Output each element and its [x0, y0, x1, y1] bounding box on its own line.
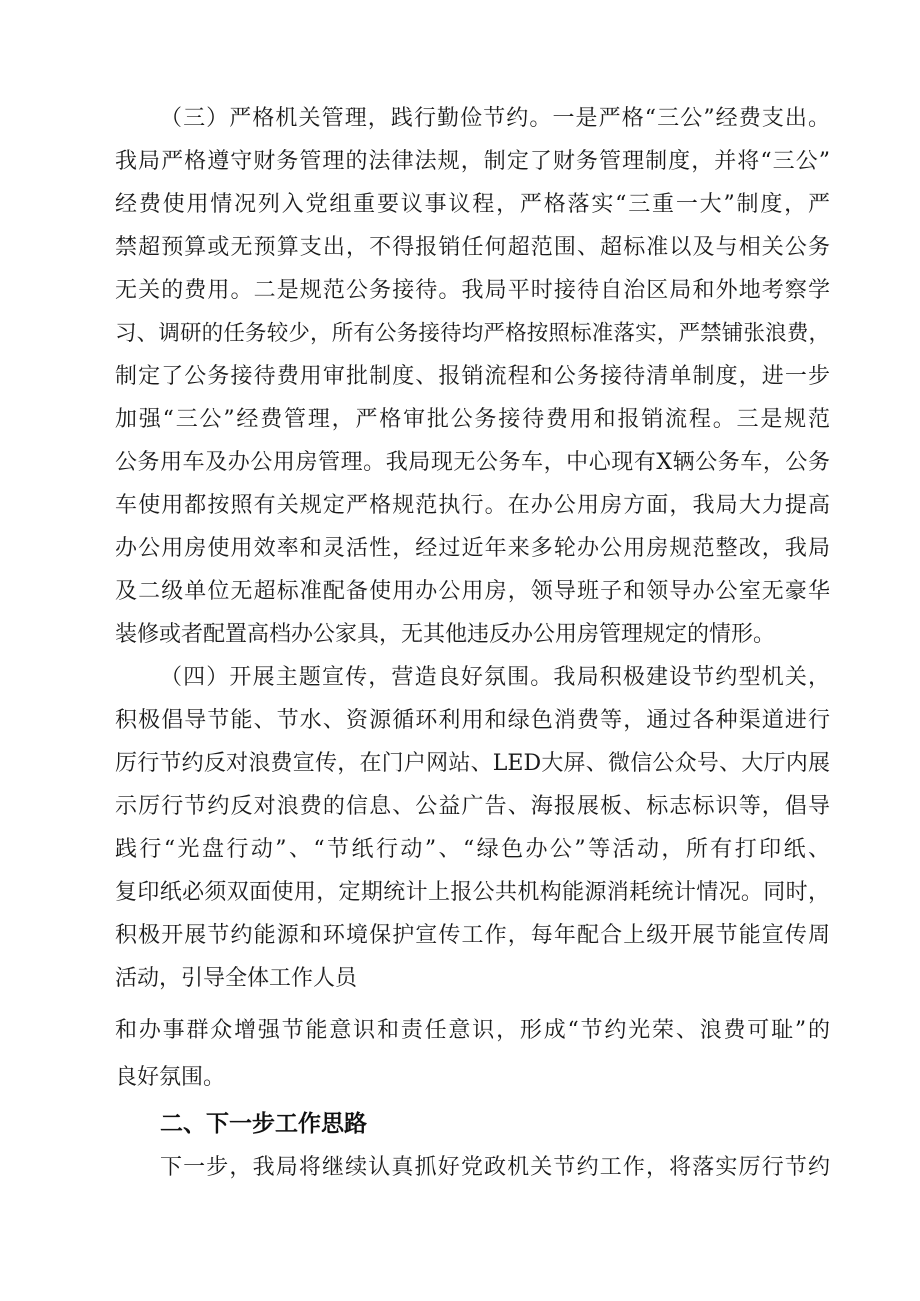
paragraph-3-line-3: 经费使用情况列入党组重要议事议程，严格落实“三重一大”制度，严 [115, 192, 830, 217]
paragraph-3-line-7: 制定了公务接待费用审批制度、报销流程和公务接待清单制度，进一步 [115, 364, 830, 389]
paragraph-4-line-8: 活动，引导全体工作人员 [115, 966, 358, 991]
paragraph-3-line-5: 无关的费用。二是规范公务接待。我局平时接待自治区局和外地考察学 [115, 278, 830, 303]
paragraph-4-line-4: 示厉行节约反对浪费的信息、公益广告、海报展板、标志标识等，倡导 [115, 794, 830, 819]
paragraph-3-line-11: 办公用房使用效率和灵活性，经过近年来多轮办公用房规范整改，我局 [115, 536, 830, 561]
paragraph-3-line-10: 车使用都按照有关规定严格规范执行。在办公用房方面，我局大力提高 [115, 493, 830, 518]
paragraph-4-line-9: 和办事群众增强节能意识和责任意识，形成“节约光荣、浪费可耻”的 [115, 1018, 830, 1043]
paragraph-4-line-6: 复印纸必须双面使用，定期统计上报公共机构能源消耗统计情况。同时， [115, 880, 830, 905]
paragraph-3-line-8: 加强“三公”经费管理，严格审批公务接待费用和报销流程。三是规范 [115, 407, 830, 432]
paragraph-next-line-1: 下一步，我局将继续认真抓好党政机关节约工作，将落实厉行节约 [160, 1155, 830, 1180]
paragraph-4-line-7: 积极开展节约能源和环境保护宣传工作，每年配合上级开展节能宣传周 [115, 923, 830, 948]
paragraph-3-line-9: 公务用车及办公用房管理。我局现无公务车，中心现有X辆公务车，公务 [115, 450, 830, 475]
paragraph-3-line-2: 我局严格遵守财务管理的法律法规，制定了财务管理制度，并将“三公” [115, 149, 830, 174]
paragraph-4-line-1: （四）开展主题宣传，营造良好氛围。我局积极建设节约型机关， [160, 665, 830, 690]
paragraph-4-line-5: 践行“光盘行动”、“节纸行动”、“绿色办公”等活动，所有打印纸、 [115, 837, 830, 862]
paragraph-3-line-13: 装修或者配置高档办公家具，无其他违反办公用房管理规定的情形。 [115, 622, 776, 647]
paragraph-4-line-2: 积极倡导节能、节水、资源循环利用和绿色消费等，通过各种渠道进行 [115, 708, 830, 733]
paragraph-3-line-1: （三）严格机关管理，践行勤俭节约。一是严格“三公”经费支出。 [160, 106, 830, 131]
section-heading: 二、下一步工作思路 [160, 1111, 367, 1137]
paragraph-4-line-10: 良好氛围。 [115, 1065, 226, 1090]
paragraph-3-line-4: 禁超预算或无预算支出，不得报销任何超范围、超标准以及与相关公务 [115, 235, 830, 260]
paragraph-3-line-6: 习、调研的任务较少，所有公务接待均严格按照标准落实，严禁铺张浪费， [115, 321, 830, 346]
paragraph-3-line-12: 及二级单位无超标准配备使用办公用房，领导班子和领导办公室无豪华 [115, 579, 830, 604]
paragraph-4-line-3: 厉行节约反对浪费宣传，在门户网站、LED大屏、微信公众号、大厅内展 [115, 751, 830, 776]
